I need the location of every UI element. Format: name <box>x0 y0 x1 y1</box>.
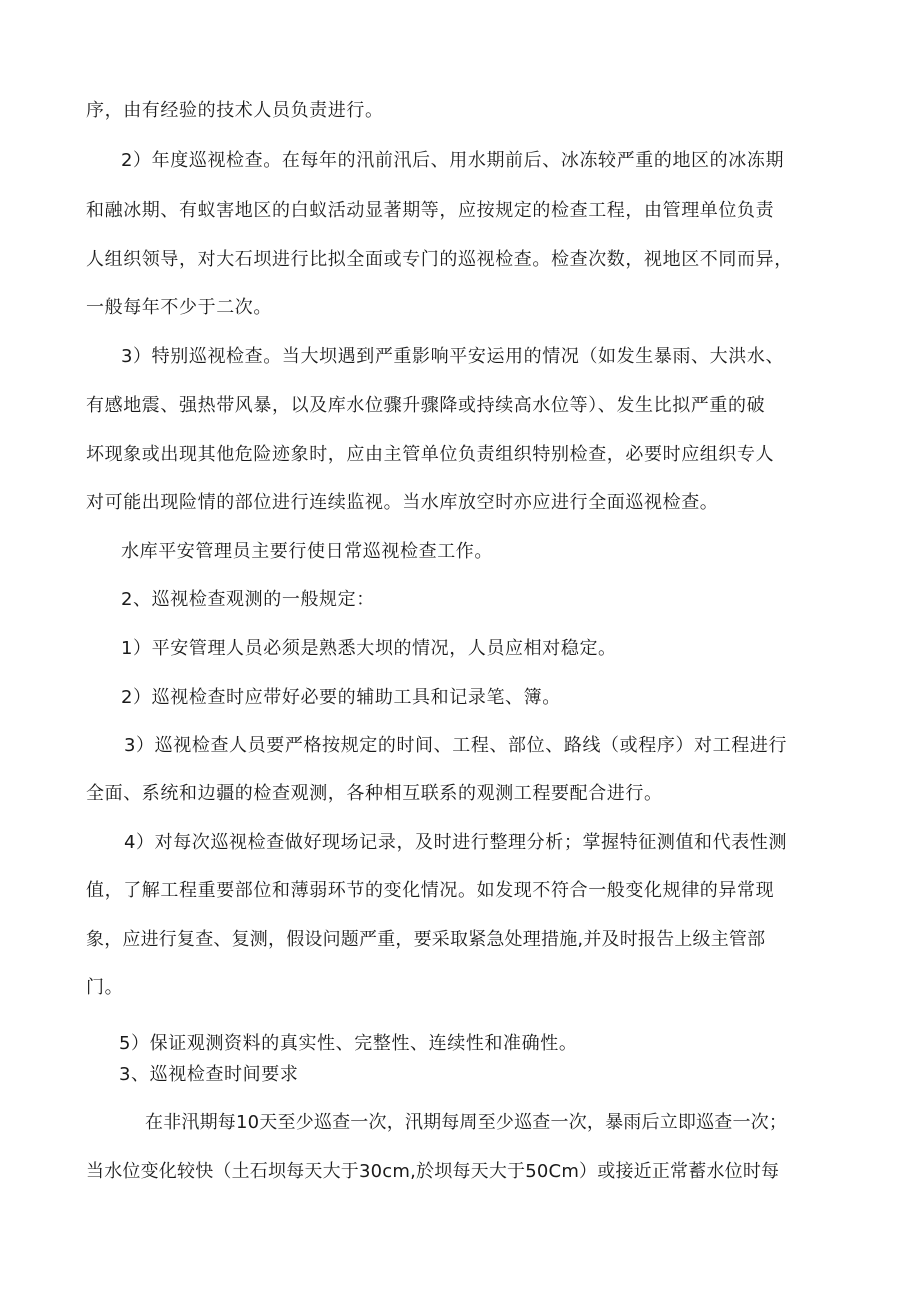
text-line: 在非汛期每10天至少巡查一次，汛期每周至少巡查一次，暴雨后立即巡查一次； <box>145 1112 788 1133</box>
text-line: 水库平安管理员主要行使日常巡视检查工作。 <box>121 541 493 562</box>
text-line: 一般每年不少于二次。 <box>86 297 272 318</box>
text-line: 门。 <box>86 977 124 998</box>
text-line: 序，由有经验的技术人员负责进行。 <box>86 100 384 121</box>
text-line: 2）巡视检查时应带好必要的辅助工具和记录笔、簿。 <box>121 687 561 708</box>
text-line: 4）对每次巡视检查做好现场记录，及时进行整理分析；掌握特征测值和代表性测 <box>124 832 788 853</box>
text-line: 象，应进行复查、复测，假设问题严重，要采取紧急处理措施,并及时报告上级主管部 <box>86 929 766 950</box>
text-line: 3）巡视检查人员要严格按规定的时间、工程、部位、路线（或程序）对工程进行 <box>124 735 788 756</box>
section-heading: 3、巡视检查时间要求 <box>119 1064 299 1085</box>
text-line: 坏现象或出现其他危险迹象时，应由主管单位负责组织特别检查，必要时应组织专人 <box>86 444 775 465</box>
text-line: 5）保证观测资料的真实性、完整性、连续性和准确性。 <box>119 1033 578 1054</box>
text-line: 当水位变化较快（土石坝每天大于30cm,於坝每天大于50Cm）或接近正常蓄水位时每 <box>86 1161 780 1182</box>
text-line: 3）特别巡视检查。当大坝遇到严重影响平安运用的情况（如发生暴雨、大洪水、 <box>121 346 785 367</box>
text-line: 2）年度巡视检查。在每年的汛前汛后、用水期前后、冰冻较严重的地区的冰冻期 <box>121 150 785 171</box>
text-line: 值，了解工程重要部位和薄弱环节的变化情况。如发现不符合一般变化规律的异常现 <box>86 880 775 901</box>
text-line: 人组织领导，对大石坝进行比拟全面或专门的巡视检查。检查次数，视地区不同而异， <box>86 249 793 270</box>
text-line: 和融冰期、有蚁害地区的白蚁活动显著期等，应按规定的检查工程，由管理单位负责 <box>86 200 775 221</box>
text-line: 1）平安管理人员必须是熟悉大坝的情况，人员应相对稳定。 <box>121 638 617 659</box>
text-line: 有感地震、强热带风暴，以及库水位骤升骤降或持续高水位等）、发生比拟严重的破 <box>86 395 766 416</box>
text-line: 对可能出现险情的部位进行连续监视。当水库放空时亦应进行全面巡视检查。 <box>86 492 719 513</box>
text-line: 全面、系统和边疆的检查观测，各种相互联系的观测工程要配合进行。 <box>86 783 663 804</box>
section-heading: 2、巡视检查观测的一般规定： <box>121 589 375 610</box>
